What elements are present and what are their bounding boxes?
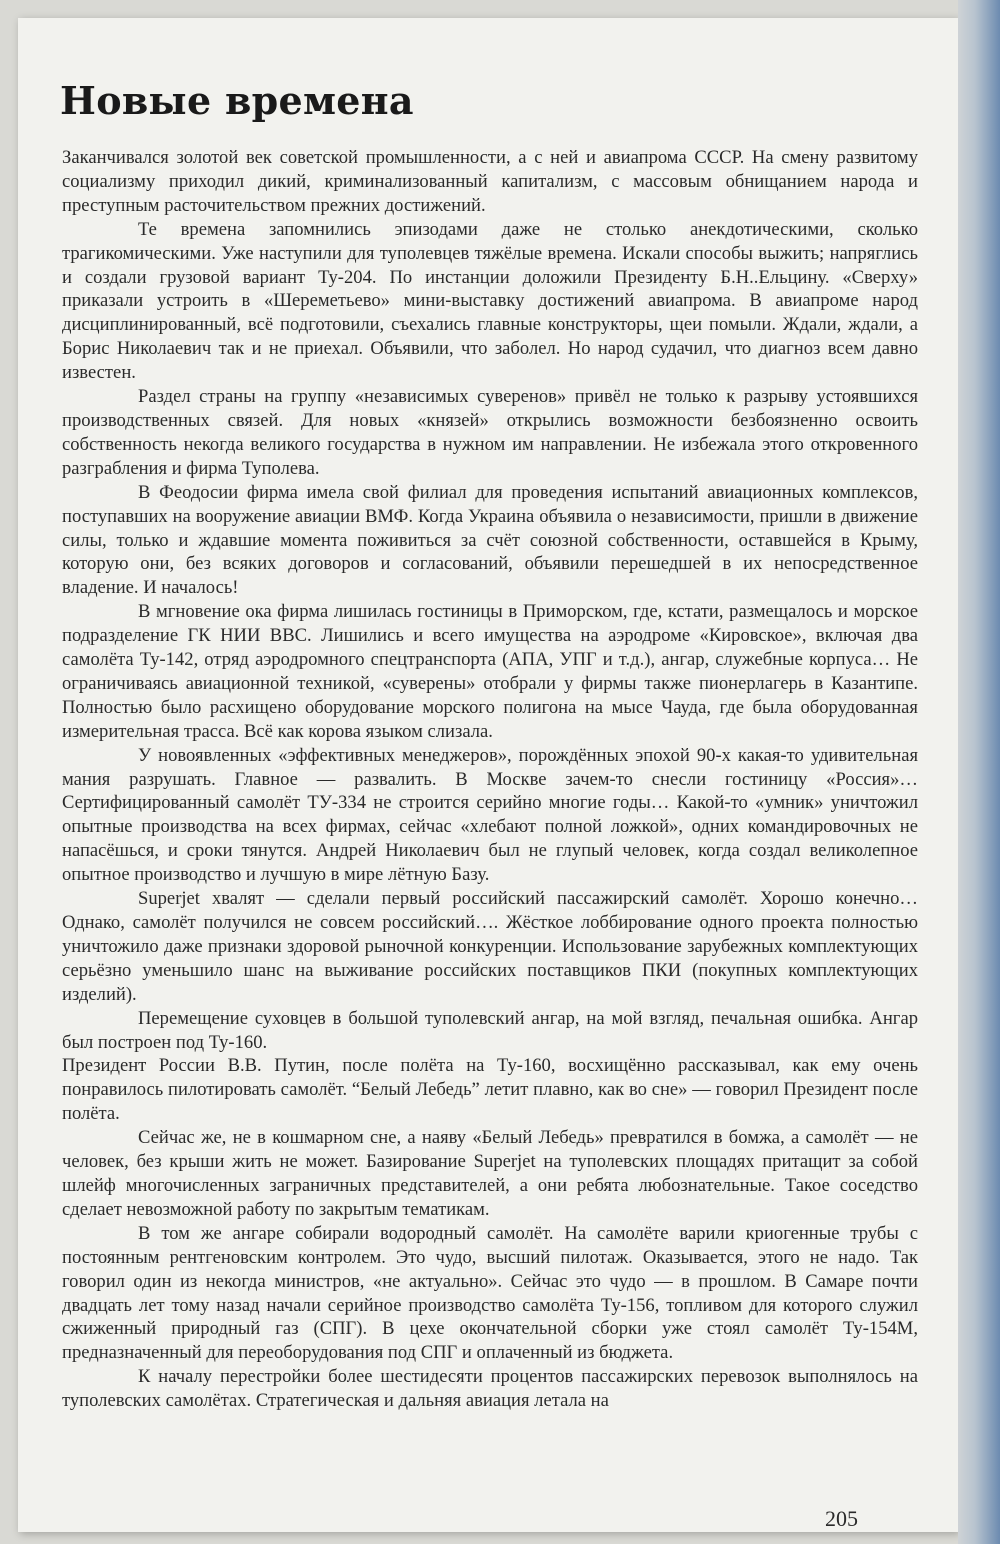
paragraph: Перемещение суховцев в большой туполевский ангар, на мой взгляд, печальная ошибка. Ангар был построен под Ту-160. [62, 1007, 918, 1053]
book-page [18, 18, 958, 1532]
paragraph: Президент России В.В. Путин, после полёта на Ту-160, восхищённо рассказывал, как ему очень понравилось пилотировать самолёт. “Белый Лебедь” летит плавно, как во сне» — говорил Президент после полёта. [62, 1055, 918, 1125]
book-edge [958, 0, 1000, 1544]
paragraph: Раздел страны на группу «независимых суверенов» привёл не только к разрыву устоявшихся производственных связей. Для новых «князей» открылись возможности безбоязненно освоить собственность некогда великого государства в нужном им направлении. Не избежала этого откровенного разграбления и фирма Туполева. [62, 386, 918, 479]
page-title: Новые времена [60, 78, 414, 123]
paragraph: Заканчивался золотой век советской промышленности, а с ней и авиапрома СССР. На смену развитому социализму приходил дикий, криминализованный капитализм, с массовым обнищанием народа и преступным расточительством прежних достижений. [62, 147, 918, 216]
paragraph: Сейчас же, не в кошмарном сне, а наяву «Белый Лебедь» превратился в бомжа, а самолёт — не человек, без крыши жить не может. Базирование Superjet на туполевских площадях притащит за собой шлейф многочисленных заграничных представителей, а они ребята любознательные. Такое соседство сделает невозможной работу по закрытым тематикам. [62, 1127, 918, 1220]
paragraph: В Феодосии фирма имела свой филиал для проведения испытаний авиационных комплексов, поступавших на вооружение авиации ВМФ. Когда Украина объявила о независимости, пришли в движение силы, только и ждавшие момента поживиться за счёт союзной собственности, оставшейся в Крыму, которую они, без всяких договоров и согласований, объявили перешедшей в их непосредственное владение. И началось! [62, 481, 918, 599]
paragraph: Superjet хвалят — сделали первый российский пассажирский самолёт. Хорошо конечно… Однако, самолёт получился не совсем российский…. Жёсткое лоббирование одного проекта полностью уничтожило даже признаки здоровой рыночной конкуренции. Использование зарубежных комплектующих серьёзно уменьшило шанс на выживание российских поставщиков ПКИ (покупных комплектующих изделий). [62, 888, 918, 1005]
paragraph: В мгновение ока фирма лишилась гостиницы в Приморском, где, кстати, размещалось и морское подразделение ГК НИИ ВВС. Лишились и всего имущества на аэродроме «Кировское», включая два самолёта Ту-142, отряд аэродромного спецтранспорта (АПА, УПГ и т.д.), ангар, служебные корпуса… Не ограничиваясь авиационной техникой, «суверены» отобрали у фирмы также пионерлагерь в Казантипе. Полностью было расхищено оборудование морского полигона на мысе Чауда, где была оборудованная измерительная трасса. Всё как корова языком слизала. [62, 601, 918, 742]
body-text [62, 146, 918, 1413]
paragraph: К началу перестройки более шестидесяти процентов пассажирских перевозок выполнялось на туполевских самолётах. Стратегическая и дальняя авиация летала на [62, 1366, 918, 1412]
page-number: 205 [825, 1506, 858, 1531]
paragraph: Те времена запомнились эпизодами даже не столько анекдотическими, сколько трагикомическими. Уже наступили для туполевцев тяжёлые времена. Искали способы выжить; напряглись и создали грузовой вариант Ту-204. По инстанции доложили Президенту Б.Н..Ельцину. «Сверху» приказали устроить в «Шереметьево» мини-выставку достижений авиапрома. В авиапроме народ дисциплинированный, всё подготовили, съехались главные конструкторы, щеи помыли. Ждали, ждали, а Борис Николаевич так и не приехал. Объявили, что заболел. Но народ судачил, что диагноз всем давно известен. [62, 218, 918, 384]
paragraph: В том же ангаре собирали водородный самолёт. На самолёте варили криогенные трубы с постоянным рентгеновским контролем. Это чудо, высший пилотаж. Оказывается, этого не надо. Так говорил один из некогда министров, «не актуально». Сейчас это чудо — в прошлом. В Самаре почти двадцать лет тому назад начали серийное производство самолёта Ту-156, топливом для которого служил сжиженный природный газ (СПГ). В цехе окончательной сборки уже стоял самолёт Ту-154М, предназначенный для переоборудования под СПГ и оплаченный из бюджета. [62, 1222, 918, 1364]
paragraph: У новоявленных «эффективных менеджеров», порождённых эпохой 90-х какая-то удивительная мания разрушать. Главное — развалить. В Москве зачем-то снесли гостиницу «Россия»… Сертифицированный самолёт ТУ-334 не строится серийно многие годы… Какой-то «умник» уничтожил опытные производства на всех фирмах, сейчас «хлебают полной ложкой», одних командировочных не напасёшься, и сроки тянутся. Андрей Николаевич был не глупый человек, когда создал великолепное опытное производство и лучшую в мире лётную Базу. [62, 744, 918, 886]
